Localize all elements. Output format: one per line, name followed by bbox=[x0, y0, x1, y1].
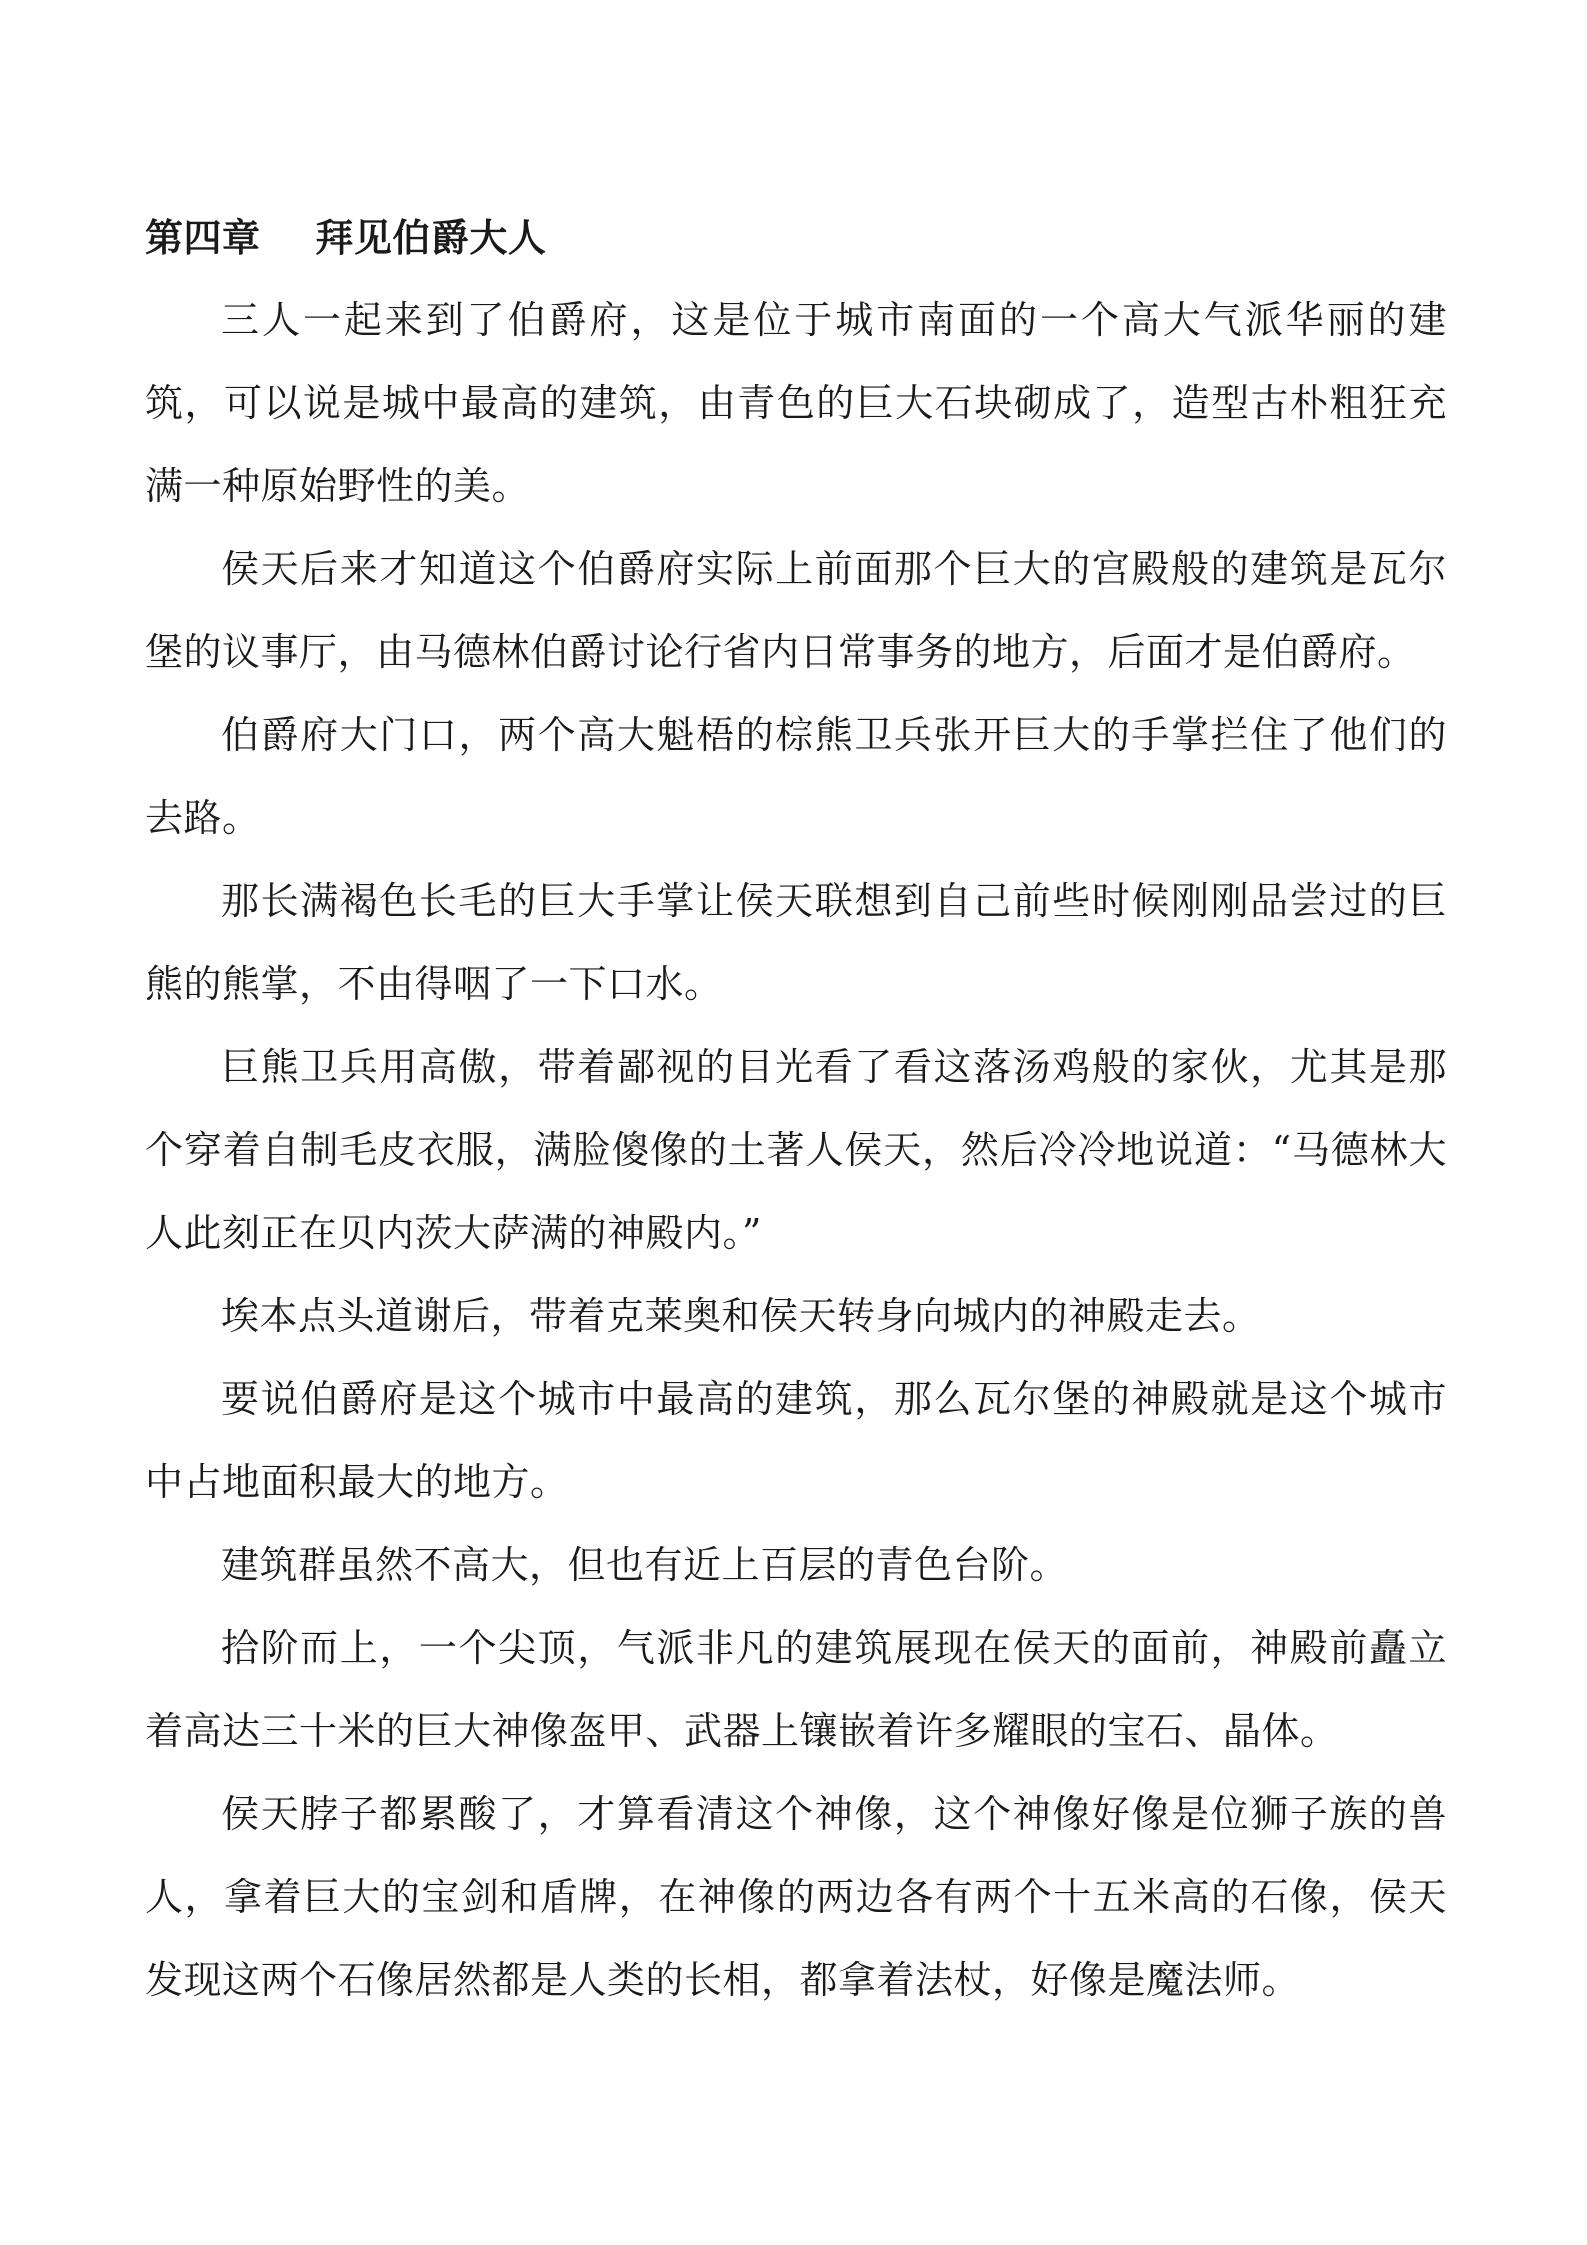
paragraph: 巨熊卫兵用高傲，带着鄙视的目光看了看这落汤鸡般的家伙，尤其是那个穿着自制毛皮衣服，满脸傻像的土著人侯天，然后冷冷地说道：“马德林大人此刻正在贝内茨大萨满的神殿内。” bbox=[145, 1045, 1447, 1255]
paragraph: 三人一起来到了伯爵府，这是位于城市南面的一个高大气派华丽的建筑，可以说是城中最高的建筑，由青色的巨大石块砌成了，造型古朴粗狂充满一种原始野性的美。 bbox=[145, 298, 1447, 508]
paragraph: 拾阶而上，一个尖顶，气派非凡的建筑展现在侯天的面前，神殿前矗立着高达三十米的巨大神像盔甲、武器上镶嵌着许多耀眼的宝石、晶体。 bbox=[145, 1626, 1447, 1753]
paragraph: 要说伯爵府是这个城市中最高的建筑，那么瓦尔堡的神殿就是这个城市中占地面积最大的地方。 bbox=[145, 1377, 1447, 1504]
chapter-body bbox=[145, 196, 1447, 2022]
paragraph: 侯天后来才知道这个伯爵府实际上前面那个巨大的宫殿般的建筑是瓦尔堡的议事厅，由马德林伯爵讨论行省内日常事务的地方，后面才是伯爵府。 bbox=[145, 547, 1447, 674]
paragraph: 埃本点头道谢后，带着克莱奥和侯天转身向城内的神殿走去。 bbox=[221, 1294, 1261, 1338]
paragraph: 伯爵府大门口，两个高大魁梧的棕熊卫兵张开巨大的手掌拦住了他们的去路。 bbox=[145, 713, 1447, 840]
paragraph: 那长满褐色长毛的巨大手掌让侯天联想到自己前些时候刚刚品尝过的巨熊的熊掌，不由得咽了一下口水。 bbox=[145, 879, 1447, 1006]
chapter-title: 第四章 拜见伯爵大人 bbox=[145, 215, 547, 260]
paragraph: 建筑群虽然不高大，但也有近上百层的青色台阶。 bbox=[221, 1543, 1069, 1587]
paragraph: 侯天脖子都累酸了，才算看清这个神像，这个神像好像是位狮子族的兽人，拿着巨大的宝剑和盾牌，在神像的两边各有两个十五米高的石像，侯天发现这两个石像居然都是人类的长相，都拿着法杖，好像是魔法师。 bbox=[145, 1792, 1447, 2002]
